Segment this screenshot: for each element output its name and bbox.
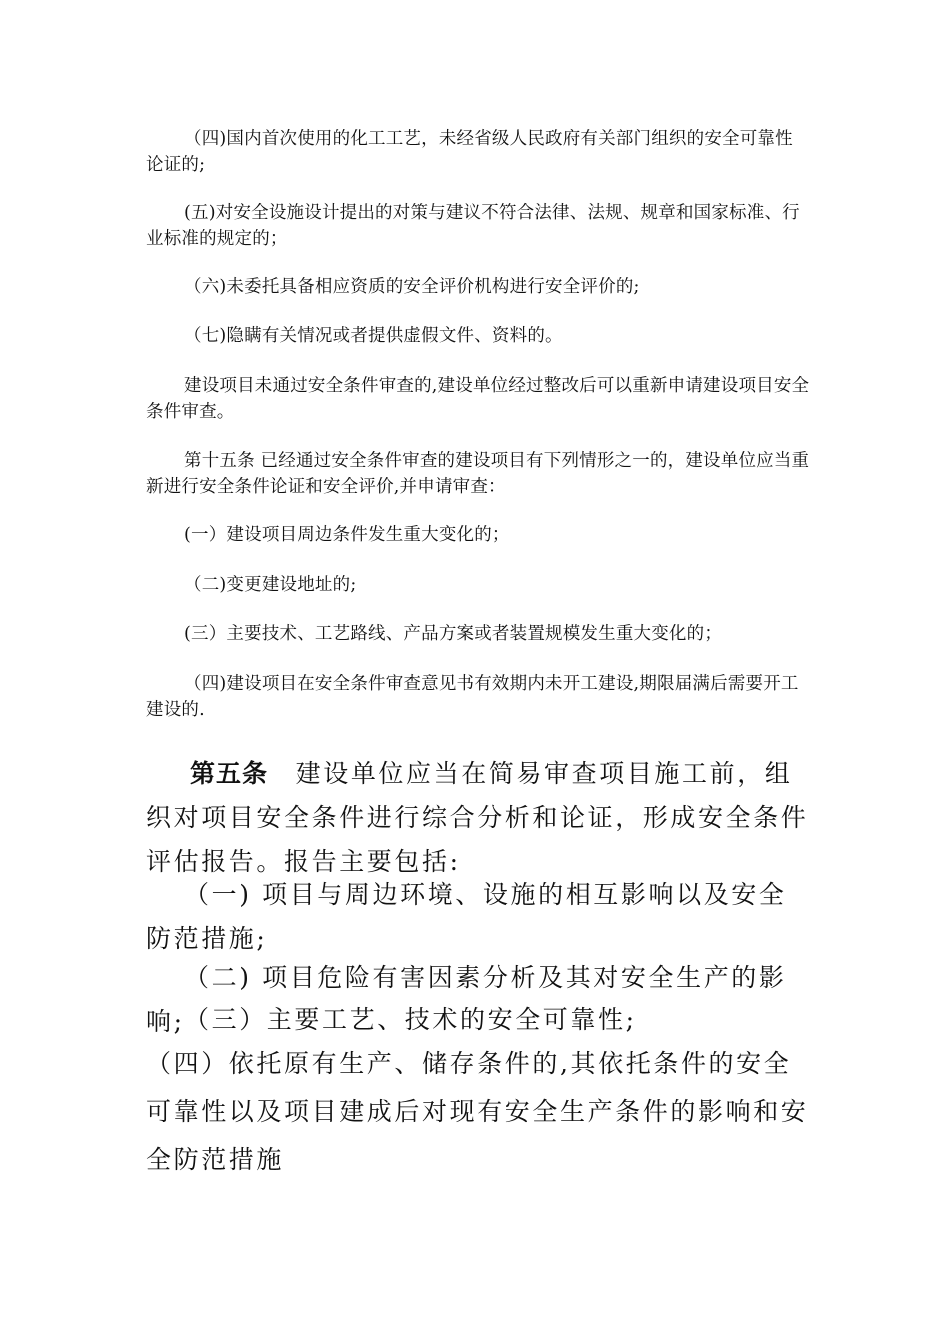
paragraph-item-6: （六)未委托具备相应资质的安全评价机构进行安全评价的; [184, 277, 640, 297]
article-15-item-2: （二)变更建设地址的; [184, 575, 357, 595]
article-5-item-3: （三）主要工艺、技术的安全可靠性; [184, 1005, 637, 1034]
article-15-item-4: （四)建设项目在安全条件审查意见书有效期内未开工建设,期限届满后需要开工建设的. [146, 674, 799, 720]
article-15: 第十五条 已经通过安全条件审查的建设项目有下列情形之一的，建设单位应当重新进行安全条件论证和安全评价,并申请审查： [146, 451, 810, 497]
paragraph-item-5: (五)对安全设施设计提出的对策与建议不符合法律、法规、规章和国家标准、行业标准的规定的； [146, 203, 800, 249]
article-5-item-1: （一) 项目与周边环境、设施的相互影响以及安全防范措施; [146, 880, 787, 953]
article-5-heading: 第五条 [190, 759, 269, 788]
paragraph-item-7: （七)隐瞒有关情况或者提供虚假文件、资料的。 [184, 326, 563, 346]
article-5-text: 建设单位应当在简易审查项目施工前，组织对项目安全条件进行综合分析和论证，形成安全条件评估报告。报告主要包括: [146, 759, 809, 876]
article-15-item-3: (三）主要技术、工艺路线、产品方案或者装置规模发生重大变化的； [184, 624, 723, 644]
article-15-item-1: (一）建设项目周边条件发生重大变化的； [184, 525, 510, 545]
article-5-item-2: （二) 项目危险有害因素分析及其对安全生产的影响; [146, 963, 787, 1036]
article-5-item-4: （四）依托原有生产、储存条件的,其依托条件的安全可靠性以及项目建成后对现有安全生产条件的影响和安全防范措施 [146, 1049, 809, 1174]
paragraph-resubmit: 建设项目未通过安全条件审查的,建设单位经过整改后可以重新申请建设项目安全条件审查。 [146, 376, 810, 422]
article-5-intro [146, 752, 810, 884]
paragraph-item-4: （四)国内首次使用的化工工艺，未经省级人民政府有关部门组织的安全可靠性论证的; [146, 129, 793, 175]
